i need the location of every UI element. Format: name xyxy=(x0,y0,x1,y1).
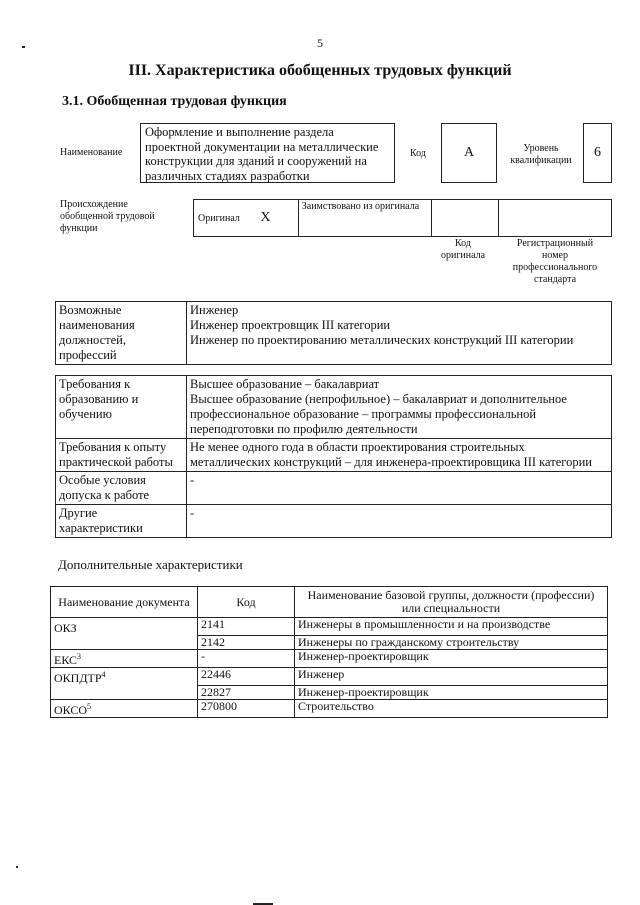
table-row xyxy=(56,376,612,439)
requirements-table xyxy=(55,375,612,538)
code-value: А xyxy=(463,145,475,160)
table-row xyxy=(51,618,608,636)
table-row xyxy=(56,472,612,505)
position-item: Инженер по проектированию металлических конструкций III категории xyxy=(190,333,574,347)
name-cell: Инженеры в промышленности и на производстве xyxy=(295,618,608,636)
borrowed-cell xyxy=(298,200,431,237)
positions-list xyxy=(187,302,612,365)
positions-label: Возможные наименования должностей, профессий xyxy=(56,302,187,365)
level-label: Уровень квалификации xyxy=(510,143,572,166)
table-header-row xyxy=(51,587,608,618)
scan-mark xyxy=(16,866,18,868)
doc-cell: ОКЗ xyxy=(51,618,198,636)
name-cell: Инженеры по гражданскому строительству xyxy=(295,636,608,650)
header-name: Наименование базовой группы, должности (профессии) или специальности xyxy=(295,587,608,618)
position-item: Инженер проектровщик III категории xyxy=(190,318,391,332)
header-code: Код xyxy=(198,587,295,618)
requirement-value xyxy=(187,376,612,439)
position-item: Инженер xyxy=(190,303,239,317)
original-code-cell xyxy=(431,200,498,237)
original-cell xyxy=(194,200,299,237)
table-row xyxy=(51,650,608,668)
origin-label: Происхождение обобщенной трудовой функции xyxy=(60,199,155,234)
requirement-label: Требования к опыту практической работы xyxy=(56,439,187,472)
name-cell: Инженер xyxy=(295,668,608,686)
requirement-line: Высшее образование – бакалавриат xyxy=(190,377,380,391)
origin-table xyxy=(193,199,612,237)
name-cell: Инженер-проектировщик xyxy=(295,686,608,700)
additional-heading: Дополнительные характеристики xyxy=(58,557,243,572)
doc-cell xyxy=(51,636,198,650)
requirement-value: Не менее одного года в области проектирования строительных металлических конструкций – для инженера-проектировщика III категории xyxy=(187,439,612,472)
table-row xyxy=(51,700,608,718)
function-subtitle: 3.1. Обобщенная трудовая функция xyxy=(62,94,287,109)
original-mark: Х xyxy=(260,209,271,225)
table-row xyxy=(51,636,608,650)
doc-cell: ОКСО$^5$ xyxy=(51,700,198,718)
requirement-label: Требования к образованию и обучению xyxy=(56,376,187,439)
name-cell: Инженер-проектировщик xyxy=(295,650,608,668)
requirement-label: Другие характеристики xyxy=(56,505,187,538)
original-label: Оригинал xyxy=(198,212,240,224)
code-cell: 22446 xyxy=(198,668,295,686)
requirement-label: Особые условия допуска к работе xyxy=(56,472,187,505)
section-title: III. Характеристика обобщенных трудовых функций xyxy=(128,62,512,79)
code-box xyxy=(441,123,497,183)
level-box xyxy=(583,123,612,183)
code-cell: 2141 xyxy=(198,618,295,636)
table-row xyxy=(51,668,608,686)
reg-number-cell xyxy=(499,200,612,237)
name-cell: Строительство xyxy=(295,700,608,718)
requirement-value: - xyxy=(187,472,612,505)
function-name-value: Оформление и выполнение раздела проектной документации на металлические конструкции для зданий и сооружений на различных стадиях разработки xyxy=(145,125,379,183)
code-cell: 22827 xyxy=(198,686,295,700)
table-row xyxy=(51,686,608,700)
doc-cell xyxy=(51,686,198,700)
level-value: 6 xyxy=(594,145,601,160)
code-cell: - xyxy=(198,650,295,668)
name-label: Наименование xyxy=(60,147,123,158)
requirement-line: Высшее образование (непрофильное) – бакалавриат и дополнительное профессиональное образование – программы профессиональной переподготовки по профилю деятельности xyxy=(190,392,567,436)
table-row xyxy=(56,439,612,472)
doc-cell: ЕКС$^3$ xyxy=(51,650,198,668)
code-cell: 270800 xyxy=(198,700,295,718)
function-name-box xyxy=(140,123,395,183)
page-number: 5 xyxy=(317,36,323,50)
positions-table xyxy=(55,301,612,365)
header-doc: Наименование документа xyxy=(51,587,198,618)
additional-table xyxy=(50,586,608,718)
borrowed-label: Заимствовано из оригинала xyxy=(301,201,420,212)
code-cell: 2142 xyxy=(198,636,295,650)
code-label: Код xyxy=(410,148,426,159)
reg-number-caption: Регистрационный номер профессионального стандарта xyxy=(512,238,598,285)
table-row xyxy=(56,505,612,538)
requirement-value: - xyxy=(187,505,612,538)
code-original-caption: Код оригинала xyxy=(440,238,486,261)
doc-cell: ОКПДТР$^4$ xyxy=(51,668,198,686)
